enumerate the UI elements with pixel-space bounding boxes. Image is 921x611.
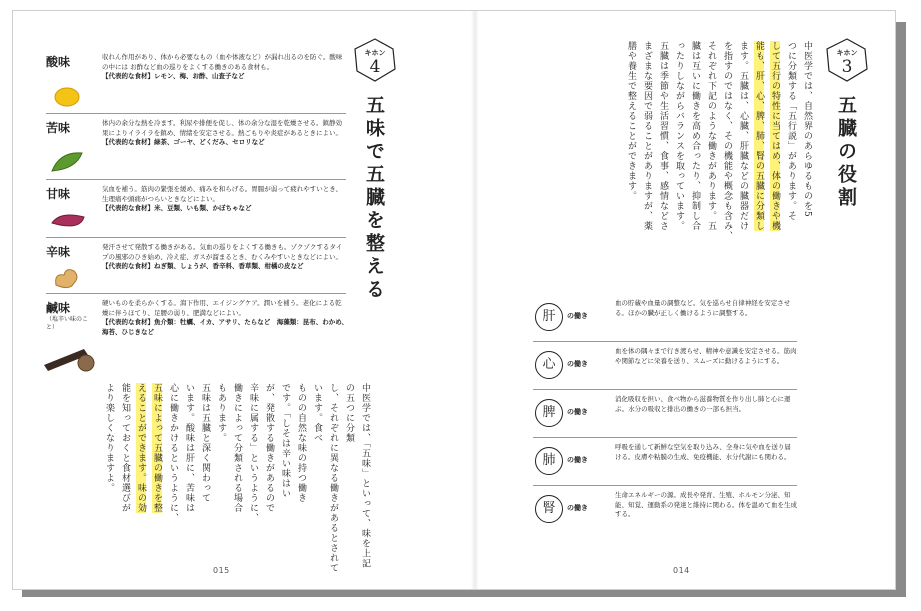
taste-desc: 硬いものを柔らかくする。瀉下作用、エイジングケア。潤いを補う。老化による乾燥に伴うほてり、足腰の弱り、肥満などによい。 【代表的な食材】魚介類：牡蠣、イカ、アサリ、たらなど 海藻類：昆布、わかめ、海苔、ひじきなど: [102, 299, 348, 336]
organ-desc: 生命エネルギーの源。成長や発育、生殖、ホルモン分泌、知能、知覚、運動系の発達と維持に関わる。体を温めて血を生成する。: [615, 491, 797, 518]
ginger-icon: [52, 265, 82, 291]
organ-kanji: 肺: [535, 447, 563, 475]
taste-row-bitter: [46, 119, 346, 180]
badge-number: 3: [841, 57, 853, 77]
page-title: 五臓の役割: [835, 95, 857, 210]
body-text: 中医学では、「五味」といって、味を上記の五つに分類 し、それぞれに異なる働きがあるとされています。食べ ものの自然な味の持つ働き です。「しそは辛い味はい が、発散する働きがあるので 辛味に属する」というように、 働きによって分類される場合 もあります。 五味は五臓と深く関わって います。酸味は肝に、苦味は 心に働きかけるというように、 五味によって五臓の働きを整 えることができます。味の効 能を知っておくと食材選びが より楽しくなりますよ。: [104, 383, 370, 573]
taste-name: 鹹味: [46, 301, 71, 315]
taste-desc: 発汗させて発散する働きがある。気血の巡りをよくする働きも。ゾクゾクするタイプの風邪のひき始め、冷え症、ガスが溜まるとき、むくみやすいときなどによい。 【代表的な食材】ねぎ類、しょうが、香辛料、香草類、柑橘の皮など: [102, 243, 343, 270]
organ-row-heart: [533, 343, 797, 390]
badge-number: 4: [369, 57, 381, 77]
organ-row-kidney: [533, 487, 797, 533]
kelp-shellfish-icon: [44, 343, 98, 373]
organ-label: の働き: [567, 504, 588, 512]
kihon-badge: [353, 37, 397, 83]
organ-kanji: 肝: [535, 303, 563, 331]
kihon-badge: [825, 37, 869, 83]
taste-subnote: （塩辛い味のこと）: [46, 316, 89, 331]
organ-row-liver: [533, 295, 797, 342]
organ-kanji: 心: [535, 351, 563, 379]
body-text: 中医学では、自然界のあらゆるものを5 つに分類する「五行説」があります。そ して五行の特性に当てはめ、体の働きや機 能も、肝、心、脾、肺、腎の五臓に分類し ます。五臓は、心臓、肝臓などの臓器だけ を指すのではなく、その機能や概念も含み、 それぞれ下記のような働きがあります。五 臓は互いに働きを高め合ったり、抑制し合 ったりしながらバランスを取っています。 五臓は季節や生活習慣、食事、感情などさ まざまな要因で弱ることがありますが、薬 膳や養生で整えることができます。: [626, 41, 812, 241]
organ-label: の働き: [567, 408, 588, 416]
lemon-icon: [52, 85, 82, 109]
taste-desc: 体内の余分な熱を冷ます。利尿や排便を促し、体の余分な湿を乾燥させる。鎮静効果によりイライラを鎮め、情緒を安定させる。熱ごもりや炎症があるときによい。 【代表的な食材】緑茶、ゴーヤ、どくだみ、セロリなど: [102, 119, 343, 146]
taste-desc: 気血を補う。筋肉の緊張を緩め、痛みを和らげる。胃腸が弱って疲れやすいとき、生理痛や頭痛がつらいときなどによい。 【代表的な食材】米、豆類、いも類、かぼちゃなど: [102, 185, 342, 212]
taste-row-sweet: [46, 185, 346, 238]
organ-kanji: 腎: [535, 495, 563, 523]
taste-name: 辛味: [46, 245, 71, 259]
badge-label: キホン: [364, 49, 386, 57]
organ-label: の働き: [567, 456, 588, 464]
organ-desc: 呼吸を通して新鮮な空気を取り込み、全身に気や血を送り届ける。皮膚や粘膜の生成、免疫機能、水分代謝にも関わる。: [615, 443, 791, 461]
bitter-melon-icon: [50, 149, 84, 175]
book-spread: [12, 10, 896, 590]
organ-row-spleen: [533, 391, 797, 438]
gutter: [471, 11, 479, 589]
taste-desc: 収れん作用があり、体から必要なもの（血や体液など）が漏れ出るのを防ぐ。酸味の中には お酢など血の巡りをよくする働きのある食材も。 【代表的な食材】レモン、梅、お酢、山査子など: [102, 53, 343, 80]
sweet-potato-icon: [50, 209, 86, 233]
page-title: 五味で五臓を整える: [363, 95, 385, 302]
organ-label: の働き: [567, 312, 588, 320]
taste-name: 酸味: [46, 55, 71, 69]
page-number: 014: [673, 566, 690, 575]
organ-desc: 血の貯蔵や血量の調整など。気を巡らせ自律神経を安定させる。ほかの臓が正しく働けるように調整する。: [615, 299, 791, 317]
taste-row-sour: [46, 53, 346, 114]
organ-desc: 消化吸収を担い、食べ物から滋養物質を作り出し肺と心に運ぶ。水分の吸収と排出の働きの一部も担当。: [615, 395, 791, 413]
taste-row-pungent: [46, 243, 346, 294]
organ-kanji: 脾: [535, 399, 563, 427]
page-number: 015: [213, 566, 230, 575]
organ-desc: 血を体の隅々まで行き渡らせ、精神や意識を安定させる。筋肉や関節などに栄養を送り、スムーズに動けるようにする。: [615, 347, 797, 365]
taste-name: 苦味: [46, 121, 71, 135]
badge-label: キホン: [836, 49, 858, 57]
taste-name: 甘味: [46, 187, 71, 201]
taste-row-salty: [46, 299, 346, 369]
organ-label: の働き: [567, 360, 588, 368]
organ-row-lung: [533, 439, 797, 486]
